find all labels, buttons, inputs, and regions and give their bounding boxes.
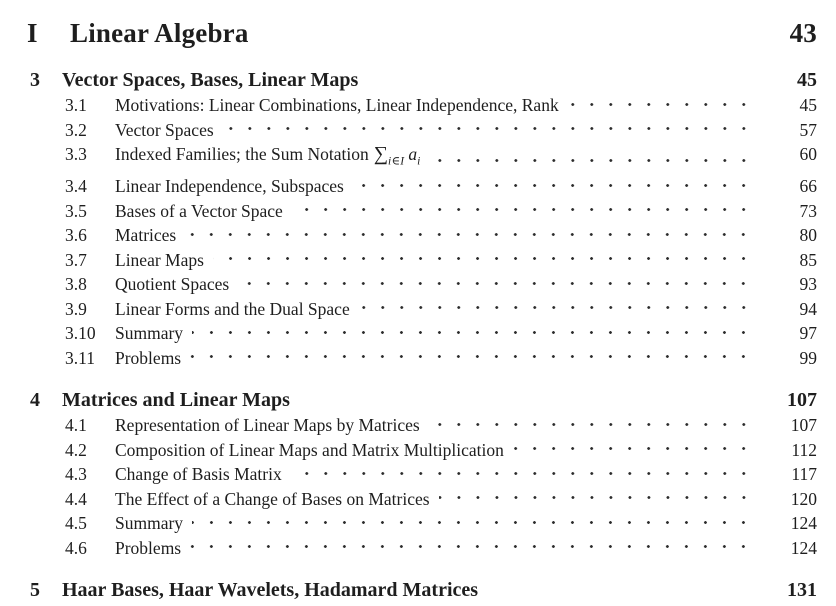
entry-number: 3.1 [65, 95, 87, 115]
entry-page-number: 124 [790, 537, 817, 558]
toc-chapter-heading[interactable] [27, 387, 817, 413]
toc-entry[interactable] [27, 118, 817, 143]
entry-number: 4.1 [65, 415, 87, 435]
entry-title: The Effect of a Change of Bases on Matrices [115, 488, 430, 509]
entry-number: 4.2 [65, 439, 87, 460]
sigma-sum-icon: ∑ [373, 143, 388, 165]
entry-number: 4.6 [65, 537, 87, 558]
entry-title: Linear Forms and the Dual Space [115, 298, 350, 319]
entry-number: 3.9 [65, 298, 87, 319]
entry-title: Motivations: Linear Combinations, Linear Independence, Rank [115, 95, 559, 115]
chapter-number: 3 [30, 69, 40, 91]
dot-leader [223, 118, 755, 143]
entry-title: Problems [115, 537, 182, 558]
toc-entry[interactable] [27, 272, 817, 297]
chapter-title: Matrices and Linear Maps [62, 389, 290, 411]
dot-leader [192, 321, 755, 346]
entry-number: 3.5 [65, 200, 87, 221]
entry-title: Linear Independence, Subspaces [115, 176, 344, 196]
dot-leader [213, 248, 755, 273]
dot-leader [430, 142, 755, 174]
entry-page-number: 120 [790, 488, 817, 509]
toc-entry[interactable] [27, 346, 817, 371]
entry-title: Matrices [115, 225, 177, 245]
entry-number: 3.6 [65, 225, 87, 245]
toc-entry[interactable] [27, 142, 817, 174]
toc-entry[interactable] [27, 511, 817, 536]
dot-leader [439, 487, 755, 512]
entry-title: Summary [115, 323, 184, 343]
entry-page-number: 73 [799, 200, 817, 221]
toc-entry[interactable] [27, 438, 817, 463]
dot-leader [291, 462, 755, 487]
chapter-number: 5 [30, 579, 40, 601]
toc-entry[interactable] [27, 223, 817, 248]
toc-entry[interactable] [27, 487, 817, 512]
entry-title: Linear Maps [115, 249, 204, 270]
toc-entry[interactable] [27, 321, 817, 346]
toc-part-heading[interactable] [27, 16, 817, 50]
entry-page-number: 117 [791, 464, 817, 484]
dot-leader [185, 223, 755, 248]
chapter-page-number: 131 [787, 579, 817, 601]
toc-chapter-heading[interactable] [27, 577, 817, 603]
entry-number: 3.8 [65, 274, 87, 294]
toc-entry[interactable] [27, 93, 817, 118]
entry-title: Problems [115, 347, 182, 368]
term-variable: a [408, 144, 418, 164]
entry-title: Quotient Spaces [115, 274, 230, 294]
entry-page-number: 107 [790, 415, 817, 435]
entry-page-number: 112 [791, 439, 817, 460]
part-title: Linear Algebra [70, 18, 249, 48]
chapter-number: 4 [30, 389, 40, 411]
entry-number: 3.3 [65, 144, 87, 164]
entry-number: 3.10 [65, 323, 96, 343]
entry-page-number: 99 [799, 347, 817, 368]
entry-page-number: 93 [799, 274, 817, 294]
entry-page-number: 80 [799, 225, 817, 245]
dot-leader [292, 199, 755, 224]
dot-leader [429, 413, 755, 438]
chapter-title: Haar Bases, Haar Wavelets, Hadamard Matrices [62, 579, 479, 601]
toc-entry[interactable] [27, 462, 817, 487]
dot-leader [238, 272, 755, 297]
toc-entry[interactable] [27, 297, 817, 322]
entry-number: 3.11 [65, 347, 95, 368]
dot-leader [568, 93, 755, 118]
toc-entry[interactable] [27, 199, 817, 224]
dot-leader [190, 346, 755, 371]
dot-leader [192, 511, 755, 536]
entry-title [115, 142, 421, 174]
entry-page-number: 97 [799, 323, 817, 343]
entry-page-number: 60 [799, 144, 817, 164]
entry-title: Summary [115, 513, 184, 533]
entry-number: 3.7 [65, 249, 87, 270]
dot-leader [190, 536, 755, 561]
entry-page-number: 66 [799, 176, 817, 196]
entry-page-number: 57 [799, 119, 817, 140]
sum-subscript: i∈I [387, 155, 405, 168]
entry-title-text: Indexed Families; the Sum Notation [115, 144, 369, 164]
entry-title: Bases of a Vector Space [115, 200, 283, 221]
dot-leader [359, 297, 755, 322]
term-subscript: i [417, 155, 421, 168]
entry-number: 3.2 [65, 119, 87, 140]
entry-page-number: 124 [790, 513, 817, 533]
toc-entry[interactable] [27, 174, 817, 199]
entry-title: Composition of Linear Maps and Matrix Multiplication [115, 439, 504, 460]
entry-title: Change of Basis Matrix [115, 464, 282, 484]
toc-entry[interactable] [27, 413, 817, 438]
entry-page-number: 85 [799, 249, 817, 270]
entry-title: Vector Spaces [115, 119, 214, 140]
toc-entry[interactable] [27, 248, 817, 273]
toc-entry[interactable] [27, 536, 817, 561]
entry-page-number: 94 [799, 298, 817, 319]
entry-number: 3.4 [65, 176, 87, 196]
chapter-title: Vector Spaces, Bases, Linear Maps [62, 69, 359, 91]
part-number: I [27, 18, 38, 48]
entry-number: 4.4 [65, 488, 87, 509]
entry-number: 4.5 [65, 513, 87, 533]
chapter-page-number: 107 [787, 389, 817, 411]
dot-leader [513, 438, 755, 463]
chapter-page-number: 45 [797, 69, 817, 91]
entry-title: Representation of Linear Maps by Matrices [115, 415, 420, 435]
part-page-number: 43 [789, 18, 817, 48]
sum-notation-formula [373, 143, 421, 168]
dot-leader [353, 174, 755, 199]
toc-chapter-heading[interactable] [27, 67, 817, 93]
entry-number: 4.3 [65, 464, 87, 484]
entry-page-number: 45 [799, 95, 817, 115]
